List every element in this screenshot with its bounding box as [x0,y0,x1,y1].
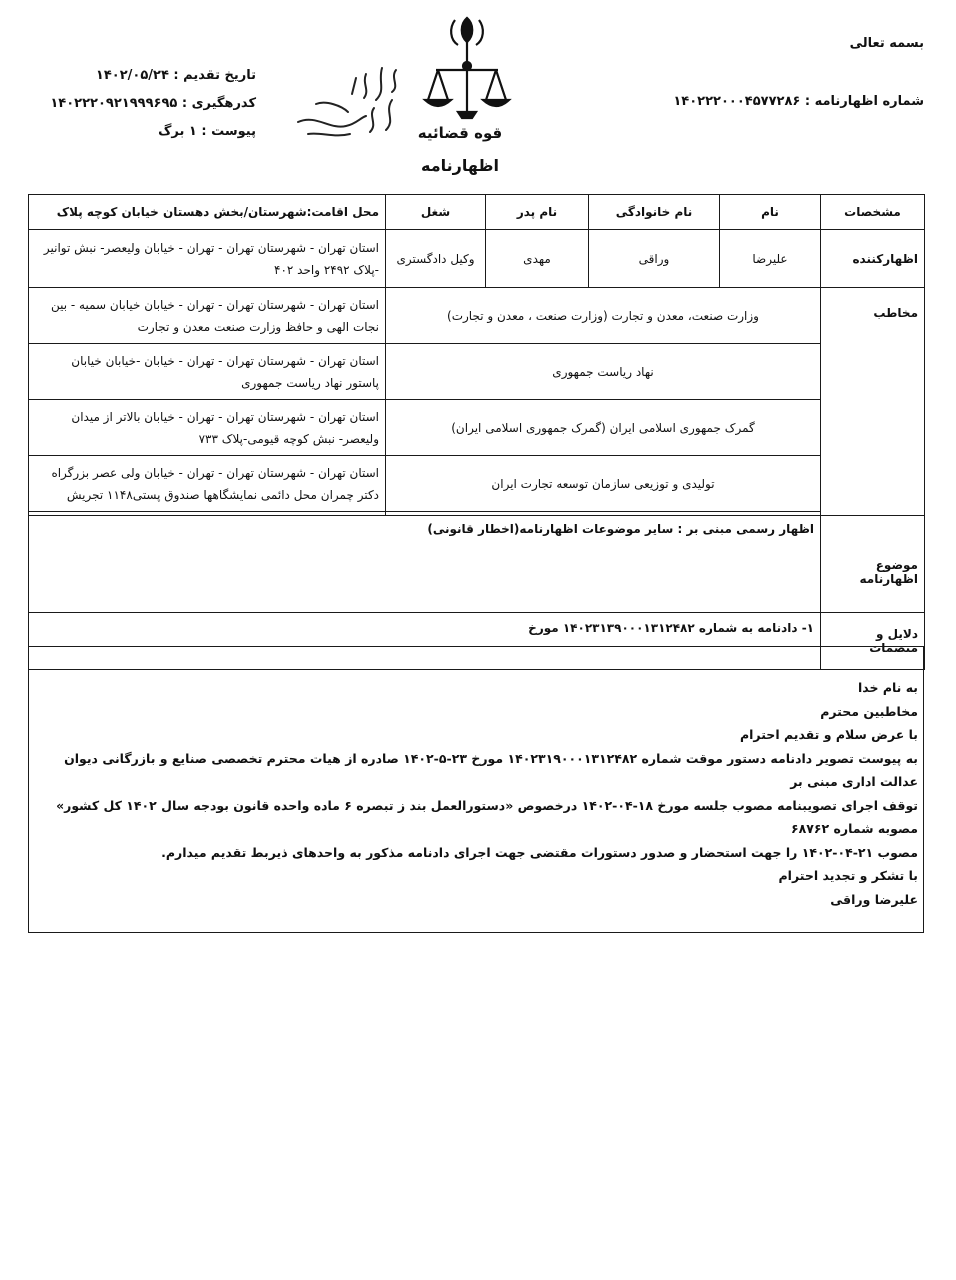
notice-number: شماره اظهارنامه : ۱۴۰۲۲۲۰۰۰۴۵۷۷۲۸۶ [673,94,924,109]
addressee-address: استان تهران - شهرستان تهران - تهران - خیابان خیابان سمیه - بین نجات الهی و حافظ وزارت صنعت معدن و تجارت [29,288,386,344]
subject-value: اظهار رسمی مبنی بر : سایر موضوعات اظهارنامه(اخطار قانونی) [29,516,821,613]
declarant-father: مهدی [486,230,589,288]
attachment-count: پیوست : ۱ برگ [158,124,256,139]
header-family: نام خانوادگی [589,195,720,230]
letter-line: با تشکر و تجدید احترام [778,868,918,883]
addressee-address: استان تهران - شهرستان تهران - تهران - خیابان ولی عصر بزرگراه دکتر چمران محل دائمی نمایشگاهها صندوق پستی۱۱۴۸ تجریش [29,456,386,512]
letter-body [38,676,918,911]
addressee-row [29,344,925,400]
declarant-row [29,230,925,288]
bismillah: بسمه تعالی [849,36,924,51]
declarant-name: علیرضا [720,230,821,288]
frame-border [28,646,29,932]
reasons-value: ۱- دادنامه به شماره ۱۴۰۲۳۱۳۹۰۰۰۱۳۱۲۴۸۲ مورخ [29,613,821,670]
header-name: نام [720,195,821,230]
declarant-family: وراقی [589,230,720,288]
header-address: محل اقامت:شهرستان/بخش دهستان خیابان کوچه پلاک [29,195,386,230]
letter-line: علیرضا وراقی [830,891,918,907]
addressee-name: وزارت صنعت، معدن و تجارت (وزارت صنعت ، معدن و تجارت) [386,288,821,344]
submit-date: تاریخ تقدیم : ۱۴۰۲/۰۵/۲۴ [95,68,256,83]
handwritten-signature [286,60,416,146]
subject-row [29,516,925,613]
declarant-job: وکیل دادگستری [386,230,486,288]
divider-line [28,646,924,647]
frame-border [923,646,924,932]
addressee-row [29,288,925,344]
declarant-address: استان تهران - شهرستان تهران - تهران - خیابان ولیعصر- نبش توانیر -پلاک ۲۴۹۲ واحد ۴۰۲ [29,230,386,288]
letter-line: با عرض سلام و تقدیم احترام [739,727,918,742]
addressee-label: مخاطب [821,288,925,516]
addressee-row [29,456,925,512]
addressee-row [29,400,925,456]
letter-line: مخاطبین محترم [820,703,918,719]
document-title: اظهارنامه [421,156,499,175]
reasons-row [29,613,925,670]
subject-label: موضوع اظهارنامه [821,516,925,613]
letter-line: مصوب ۲۱-۰۴-۱۴۰۲ را جهت استحضار و صدور دستورات مقتضی جهت اجرای دادنامه مذکور به واحدهای ذیربط تقدیم میدارم. [161,844,918,860]
header-job: شغل [386,195,486,230]
addressee-name: گمرک جمهوری اسلامی ایران (گمرک جمهوری اسلامی ایران) [386,400,821,456]
header-spec: مشخصات [821,195,925,230]
addressee-name: نهاد ریاست جمهوری [386,344,821,400]
frame-border [28,932,924,933]
letter-line: به پیوست تصویر دادنامه دستور موقت شماره ۱۴۰۲۳۱۹۰۰۰۱۳۱۲۴۸۲ مورخ ۲۳-۵-۱۴۰۲ صادره از هیات محترم تخصصی صنایع و بازرگانی دیوان عدالت اداری مبنی بر [64,750,918,789]
addressee-address: استان تهران - شهرستان تهران - تهران - خیابان بالاتر از میدان ولیعصر- نبش کوچه قیومی-پلاک ۷۳۳ [29,400,386,456]
addressee-address: استان تهران - شهرستان تهران - تهران - خیابان -خیابان خیابان پاستور نهاد ریاست جمهوری [29,344,386,400]
addressee-name: تولیدی و توزیعی سازمان توسعه تجارت ایران [386,456,821,512]
reasons-label: دلایل و منضمات [821,613,925,670]
declaration-table [28,194,925,670]
judiciary-emblem-icon [420,12,514,124]
org-name: قوه قضائیه [417,124,503,142]
header-father: نام پدر [486,195,589,230]
table-header-row [29,195,925,230]
letter-line: توقف اجرای تصویبنامه مصوب جلسه مورخ ۱۸-۰۴-۱۴۰۲ درخصوص «دستورالعمل بند ز تبصره ۶ ماده واحده قانون بودجه سال ۱۴۰۲ کل کشور» مصوبه شماره ۶۸۷۶۲ [56,797,918,836]
tracking-code: کدرهگیری : ۱۴۰۲۲۲۰۹۲۱۹۹۹۶۹۵ [50,96,256,111]
letter-line: به نام خدا [857,680,918,695]
declarant-label: اظهارکننده [821,230,925,288]
